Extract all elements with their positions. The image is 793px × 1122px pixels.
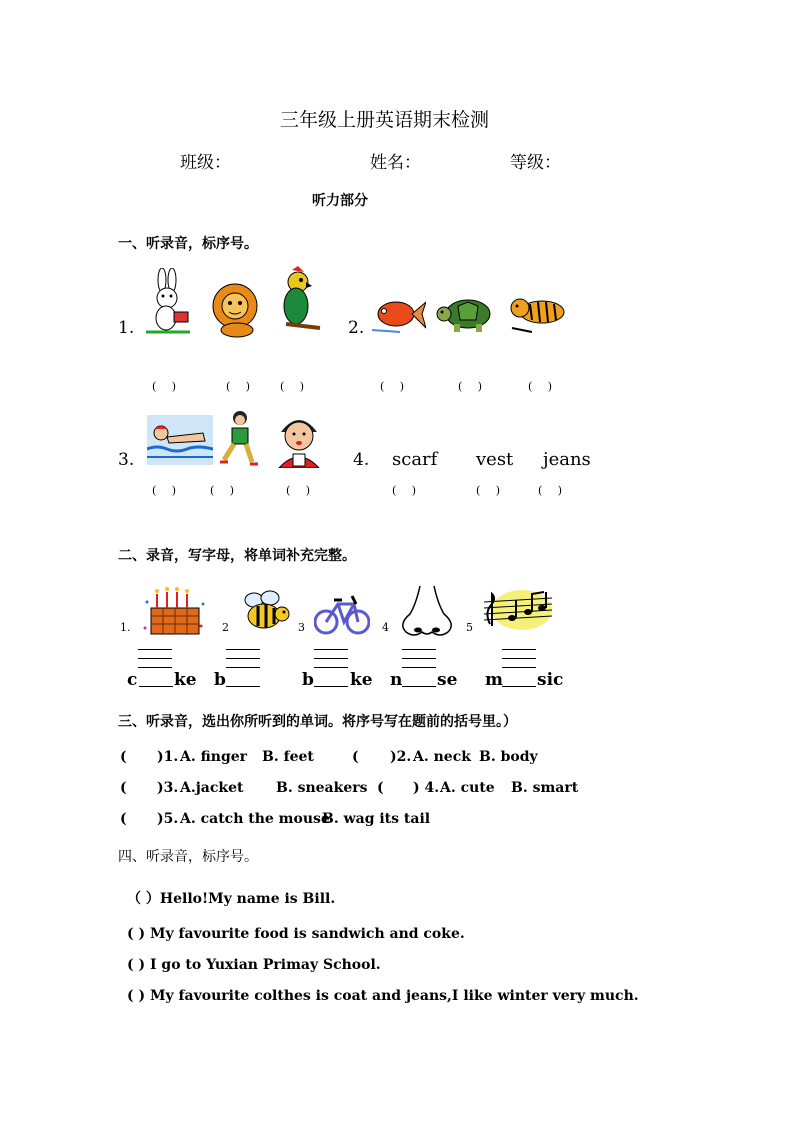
- group3-number: 3.: [118, 450, 135, 470]
- group4-number: 4.: [353, 450, 370, 470]
- writing-line[interactable]: [226, 667, 260, 668]
- item2-4-number: 4: [382, 621, 389, 634]
- question-number: )2.: [390, 749, 412, 765]
- question-number: )5.: [157, 811, 179, 827]
- sentence-item: ( ) My favourite food is sandwich and coke.: [127, 926, 465, 942]
- item2-1-number: 1.: [120, 621, 131, 634]
- option-a: A. cute: [440, 780, 495, 796]
- item2-3-number: 3: [298, 621, 305, 634]
- writing-line[interactable]: [226, 649, 260, 650]
- answer-paren-5[interactable]: ( ): [458, 380, 489, 393]
- word-vest: vest: [476, 449, 514, 470]
- option-a: A. catch the mouse: [180, 811, 330, 827]
- writing-line[interactable]: [314, 649, 348, 650]
- writing-line[interactable]: [502, 667, 536, 668]
- option-a: A. neck: [413, 749, 471, 765]
- sentence-item: ( ) My favourite colthes is coat and jeans,I like winter very much.: [127, 988, 639, 1004]
- music-notes-icon: [482, 588, 554, 634]
- answer-paren-8[interactable]: ( ): [210, 484, 241, 497]
- swimmer-icon: [147, 415, 213, 465]
- word4-end: se: [437, 670, 458, 690]
- option-b: B. sneakers: [276, 780, 368, 796]
- bike-icon: [314, 586, 370, 638]
- answer-paren-11[interactable]: ( ): [476, 484, 507, 497]
- section1-title: 一、听录音，标序号。: [118, 236, 258, 252]
- name-label: 姓名：: [370, 153, 421, 173]
- answer-paren-4[interactable]: ( ): [380, 380, 411, 393]
- section3-title: 三、听录音，选出你所听到的单词。将序号写在题前的括号里。）: [118, 714, 517, 730]
- open-paren[interactable]: (: [120, 811, 127, 827]
- question-number: )1.: [157, 749, 179, 765]
- writing-line[interactable]: [502, 649, 536, 650]
- option-b: B. wag its tail: [322, 811, 431, 827]
- word1-start: c: [127, 670, 138, 690]
- bee-icon: [238, 586, 292, 634]
- open-paren[interactable]: (: [352, 749, 359, 765]
- word-scarf: scarf: [392, 449, 438, 470]
- question-number: )3.: [157, 780, 179, 796]
- goldfish-icon: [370, 296, 426, 334]
- open-paren[interactable]: (: [377, 780, 384, 796]
- answer-paren-3[interactable]: ( ): [280, 380, 311, 393]
- option-b: B. smart: [511, 780, 579, 796]
- nose-icon: [396, 584, 458, 640]
- group1-number: 1.: [118, 318, 135, 338]
- writing-line[interactable]: [502, 658, 536, 659]
- lion-icon: [207, 282, 265, 338]
- page-title: 三年级上册英语期末检测: [280, 109, 490, 131]
- writing-line[interactable]: [138, 658, 172, 659]
- writing-line[interactable]: [138, 667, 172, 668]
- class-label: 班级：: [180, 153, 231, 173]
- parrot-icon: [276, 266, 324, 334]
- word5-end: sic: [537, 670, 564, 690]
- option-b: B. body: [479, 749, 538, 765]
- blank-line-3[interactable]: [314, 686, 348, 687]
- blank-line-5[interactable]: [502, 686, 536, 687]
- item2-5-number: 5: [466, 621, 473, 634]
- sentence-item: （ ）Hello!My name is Bill.: [127, 891, 336, 907]
- word2-start: b: [214, 670, 226, 690]
- listening-part-title: 听力部分: [312, 193, 368, 209]
- word4-start: n: [390, 670, 403, 690]
- open-paren[interactable]: (: [120, 780, 127, 796]
- writing-line[interactable]: [402, 658, 436, 659]
- blank-line-1[interactable]: [139, 686, 173, 687]
- blank-line-2[interactable]: [226, 686, 260, 687]
- birthday-cake-icon: [143, 582, 207, 640]
- writing-line[interactable]: [226, 658, 260, 659]
- turtle-icon: [436, 294, 498, 334]
- answer-paren-1[interactable]: ( ): [152, 380, 183, 393]
- running-boy-icon: [218, 410, 260, 466]
- open-paren[interactable]: (: [120, 749, 127, 765]
- answer-paren-12[interactable]: ( ): [538, 484, 569, 497]
- group2-number: 2.: [348, 318, 365, 338]
- answer-paren-2[interactable]: ( ): [226, 380, 257, 393]
- boy-face-icon: [275, 412, 323, 468]
- option-a: A. finger: [180, 749, 248, 765]
- answer-paren-9[interactable]: ( ): [286, 484, 317, 497]
- word3-end: ke: [350, 670, 373, 690]
- sentence-item: ( ) I go to Yuxian Primay School.: [127, 957, 381, 973]
- writing-line[interactable]: [138, 649, 172, 650]
- grade-label: 等级：: [510, 153, 561, 173]
- answer-paren-10[interactable]: ( ): [392, 484, 423, 497]
- answer-paren-6[interactable]: ( ): [528, 380, 559, 393]
- word-jeans: jeans: [543, 449, 591, 470]
- word5-start: m: [485, 670, 503, 690]
- rabbit-icon: [142, 268, 194, 336]
- section2-title: 二、录音，写字母，将单词补充完整。: [118, 548, 356, 564]
- writing-line[interactable]: [314, 658, 348, 659]
- word1-end: ke: [174, 670, 197, 690]
- section4-title: 四、听录音，标序号。: [118, 849, 258, 865]
- question-number: ) 4.: [413, 780, 440, 796]
- option-b: B. feet: [262, 749, 314, 765]
- item2-2-number: 2: [222, 621, 229, 634]
- writing-line[interactable]: [402, 649, 436, 650]
- writing-line[interactable]: [314, 667, 348, 668]
- word3-start: b: [302, 670, 314, 690]
- writing-line[interactable]: [402, 667, 436, 668]
- option-a: A.jacket: [180, 780, 244, 796]
- blank-line-4[interactable]: [402, 686, 436, 687]
- answer-paren-7[interactable]: ( ): [152, 484, 183, 497]
- tiger-icon: [508, 292, 568, 334]
